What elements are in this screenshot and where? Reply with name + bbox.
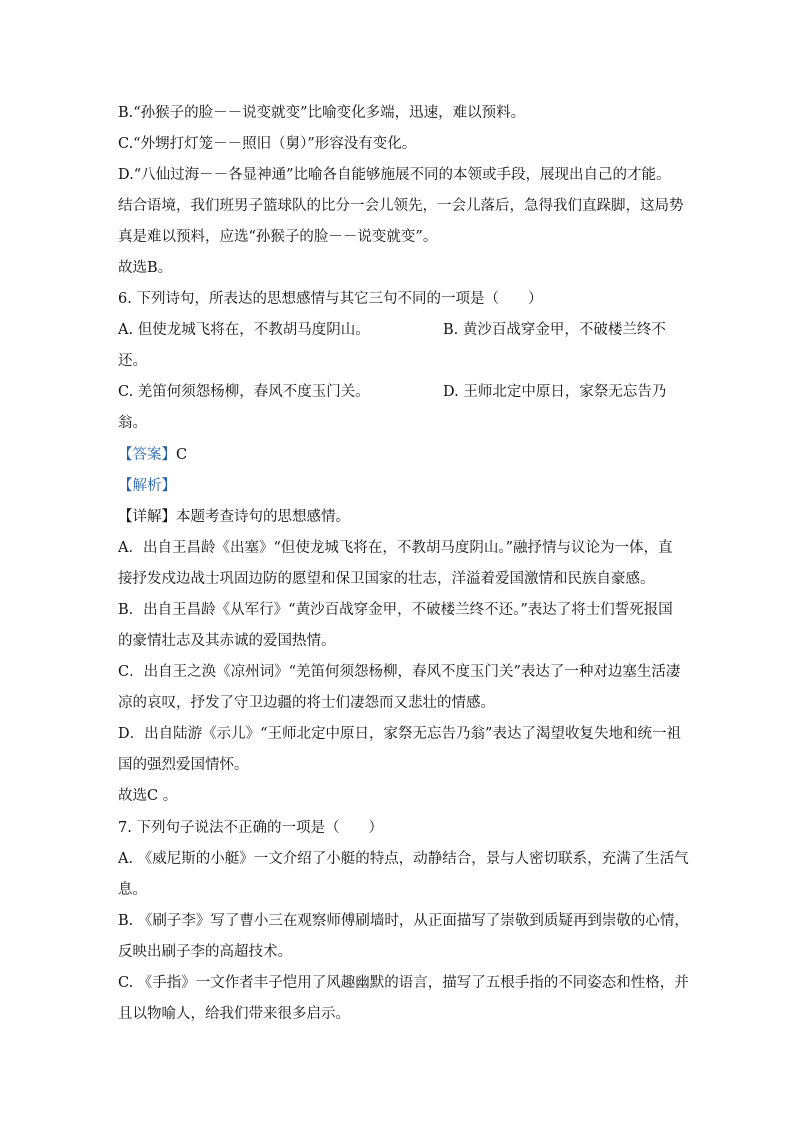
q7-option-b-line2: 反映出刷子李的高超技术。	[118, 944, 292, 960]
text-line: 真是难以预料，应选“孙猴子的脸－－说变就变”。	[118, 229, 438, 245]
answer-value: C	[176, 447, 188, 463]
analysis-b-line2: 的豪情壮志及其赤诚的爱国热情。	[118, 633, 336, 649]
analysis-a-line1: A．出自王昌龄《出塞》“但使龙城飞将在，不教胡马度阴山。”融抒情与议论为一体，直	[118, 540, 673, 556]
answer-line	[118, 445, 678, 465]
q6-option-b-cont: 还。	[118, 353, 147, 369]
q7-option-c-line2: 且以物喻人，给我们带来很多启示。	[118, 1006, 350, 1022]
analysis-b-line1: B．出自王昌龄《从军行》“黄沙百战穿金甲，不破楼兰终不还。”表达了将士们誓死报国	[118, 602, 673, 618]
question-7-stem: 7. 下列句子说法不正确的一项是（ ）	[118, 820, 383, 836]
analysis-d-line1: D．出自陆游《示儿》“王师北定中原日，家祭无忘告乃翁”表达了渴望收复失地和统一祖	[118, 726, 681, 742]
text-line: C.“外甥打灯笼－－照旧（舅）”形容没有变化。	[118, 136, 417, 152]
analysis-d-line2: 国的强烈爱国情怀。	[118, 757, 249, 773]
q6-conclusion: 故选C 。	[118, 788, 178, 804]
answer-tag: 【答案】	[118, 447, 176, 463]
q6-option-d-cont: 翁。	[118, 415, 147, 431]
q6-option-c: C. 羌笛何须怨杨柳，春风不度玉门关。	[118, 384, 370, 400]
q6-option-a: A. 但使龙城飞将在，不教胡马度阴山。	[118, 322, 370, 338]
analysis-c-line2: 凉的哀叹，抒发了守卫边疆的将士们凄怨而又悲壮的情感。	[118, 695, 495, 711]
text-line: B.“孙猴子的脸－－说变就变”比喻变化多端，迅速，难以预料。	[118, 105, 526, 121]
detail-text: 本题考查诗句的思想感情。	[176, 509, 350, 525]
analysis-a-line2: 接抒发戍边战士巩固边防的愿望和保卫国家的壮志，洋溢着爱国激情和民族自豪感。	[118, 571, 655, 587]
text-line: 结合语境，我们班男子篮球队的比分一会儿领先，一会儿落后，急得我们直跺脚，这局势	[118, 198, 684, 214]
analysis-line	[118, 476, 678, 496]
detail-tag: 【详解】	[118, 509, 176, 525]
q7-option-a-line1: A. 《威尼斯的小艇》一文介绍了小艇的特点，动静结合，景与人密切联系，充满了生活气	[118, 851, 689, 867]
analysis-c-line1: C．出自王之涣《凉州词》“羌笛何须怨杨柳，春风不度玉门关”表达了一种对边塞生活凄	[118, 664, 681, 680]
q6-option-d: D. 王师北定中原日，家祭无忘告乃	[443, 384, 667, 400]
q7-option-b-line1: B. 《刷子李》写了曹小三在观察师傅刷墙时，从正面描写了崇敬到质疑再到崇敬的心情，	[118, 913, 689, 929]
q7-option-a-line2: 息。	[118, 882, 147, 898]
q7-option-c-line1: C. 《手指》一文作者丰子恺用了风趣幽默的语言，描写了五根手指的不同姿态和性格，并	[118, 975, 689, 991]
text-line: 故选B。	[118, 260, 173, 276]
detail-line	[118, 507, 678, 527]
text-line: D.“八仙过海－－各显神通”比喻各自能够施展不同的本领或手段，展现出自己的才能。	[118, 167, 671, 183]
question-6-stem: 6. 下列诗句，所表达的思想感情与其它三句不同的一项是（ ）	[118, 291, 543, 307]
q6-option-b: B. 黄沙百战穿金甲，不破楼兰终不	[443, 322, 666, 338]
analysis-tag: 【解析】	[118, 478, 176, 494]
